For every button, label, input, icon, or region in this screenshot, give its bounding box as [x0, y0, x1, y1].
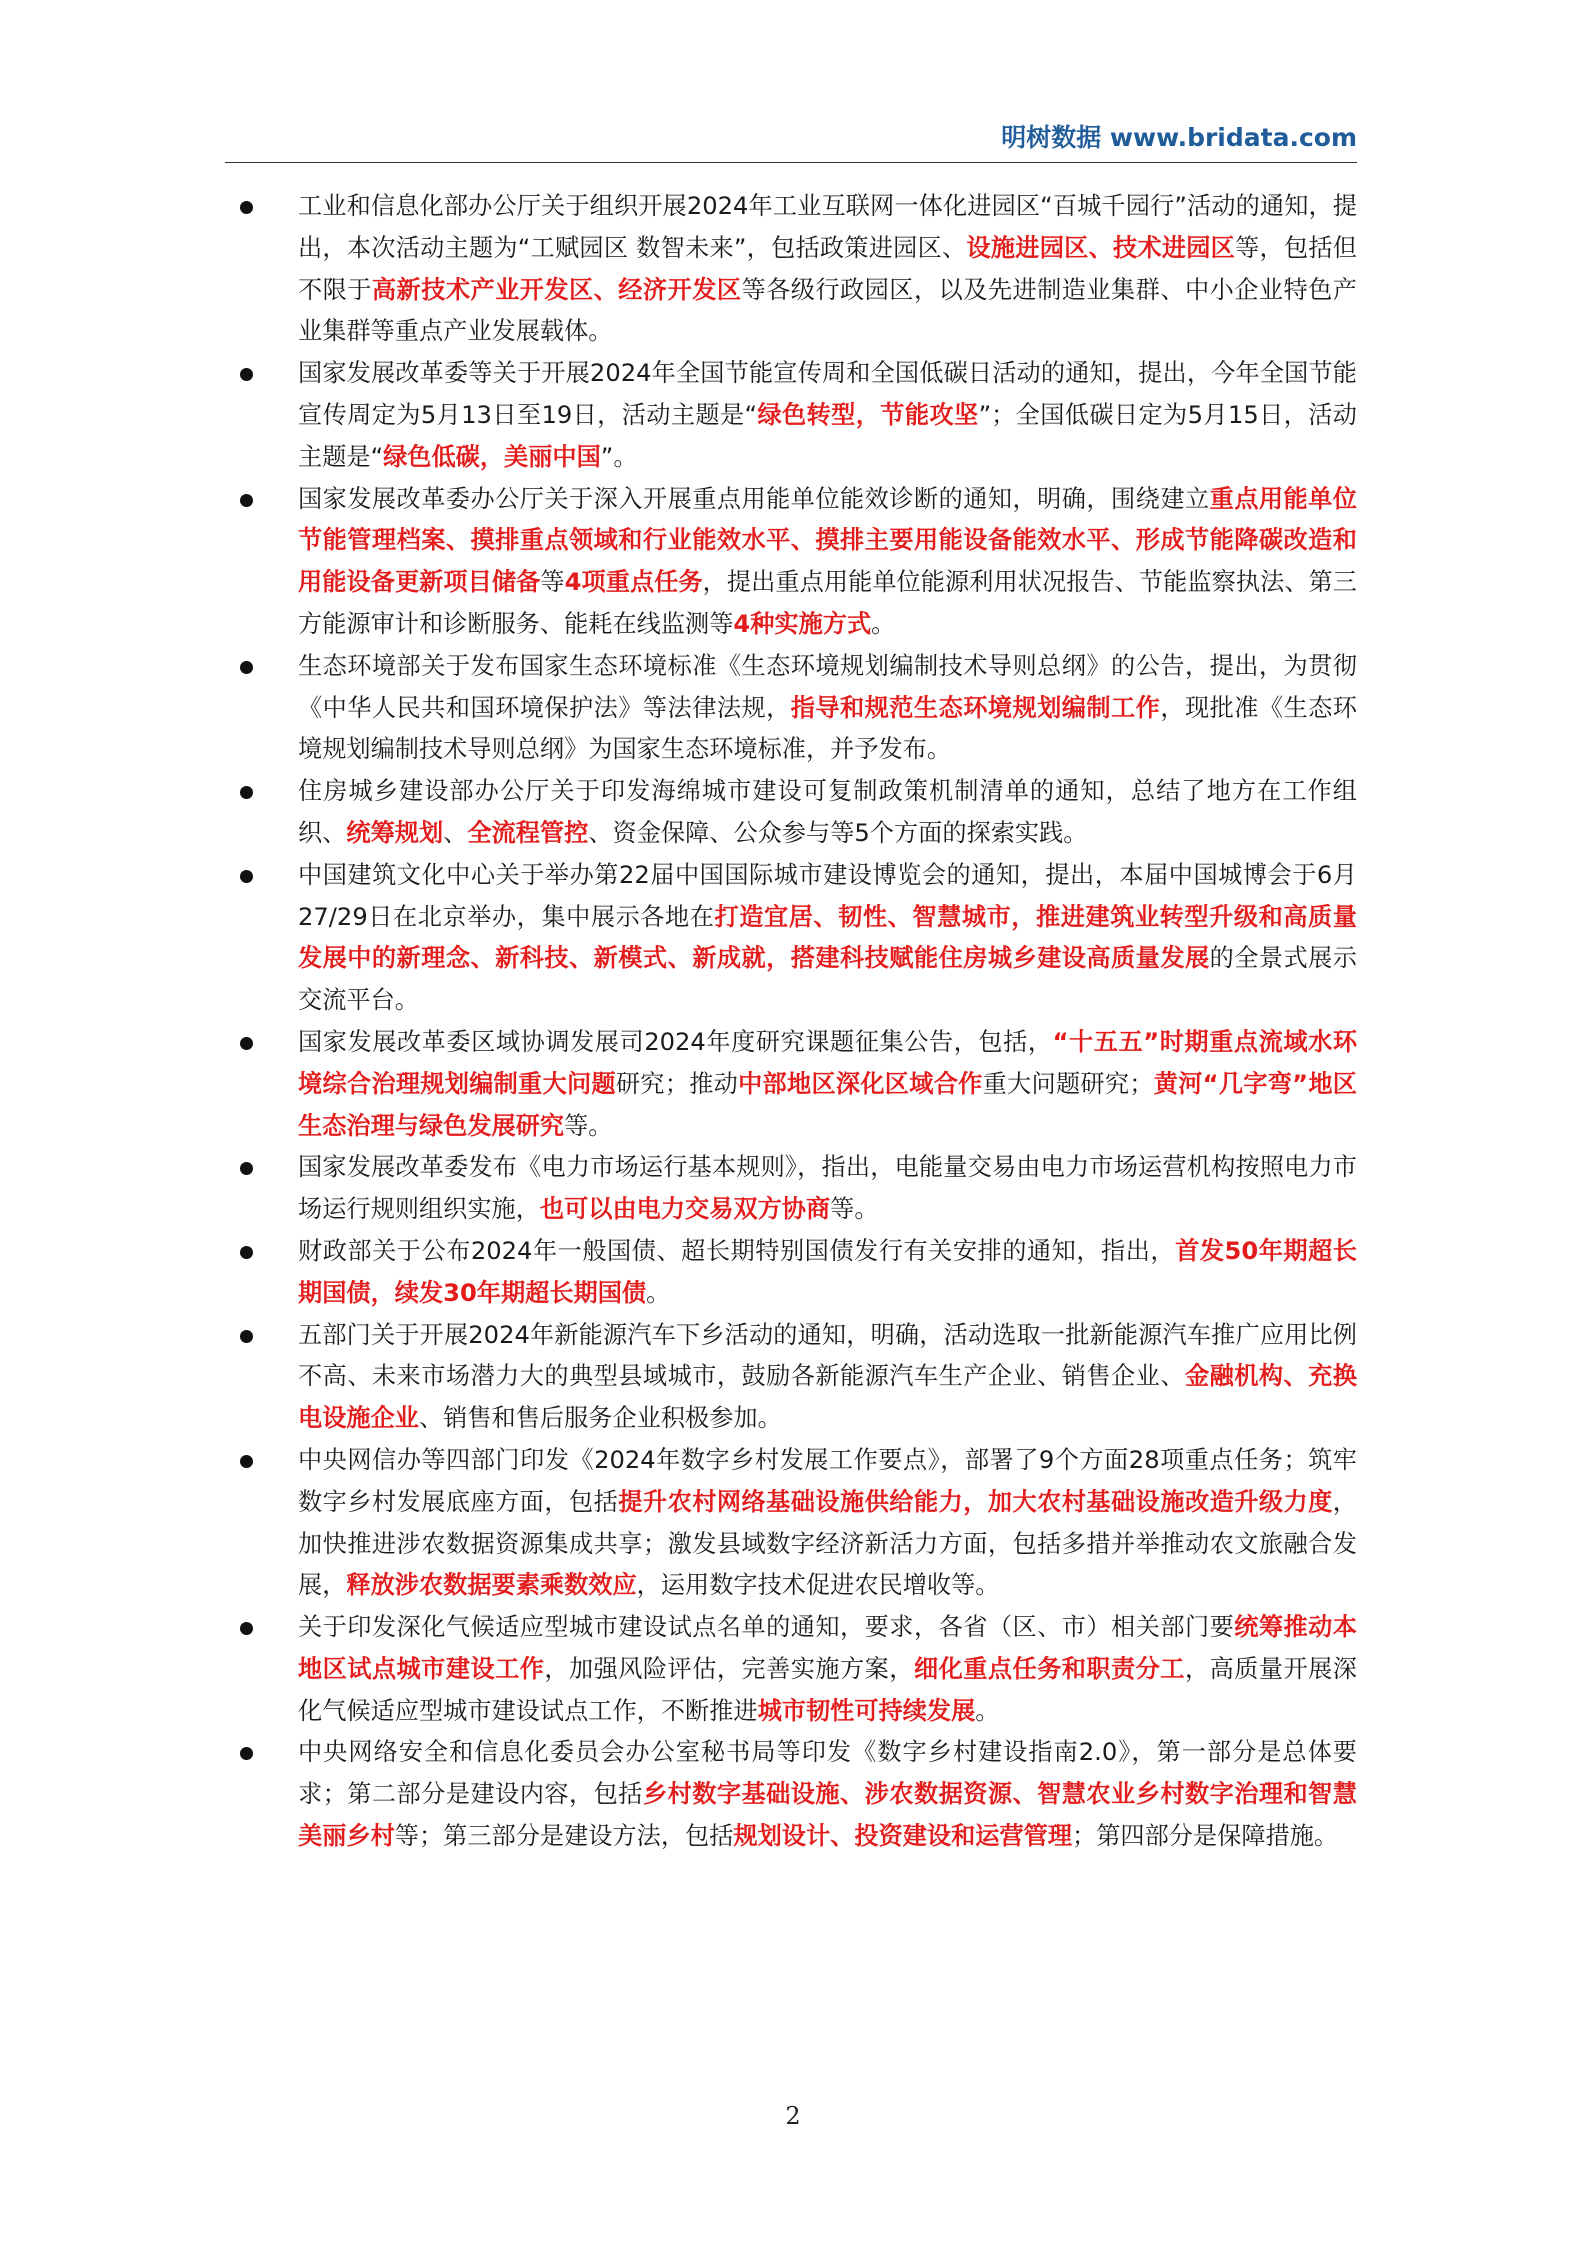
highlighted-text: 统筹规划 [346, 818, 444, 847]
highlighted-text: 首发50年期超长期国债，续发30年期超长期国债 [298, 1236, 1357, 1307]
bullet-icon [240, 1037, 253, 1050]
bullet-icon [240, 1747, 253, 1760]
item-text: 关于印发深化气候适应型城市建设试点名单的通知，要求，各省（区、市）相关部门要 [298, 1613, 1235, 1642]
item-text: 。 [646, 1278, 671, 1307]
item-text: 重大问题研究； [982, 1069, 1154, 1098]
list-item [225, 646, 1357, 771]
list-item [225, 1147, 1357, 1231]
highlighted-text: “十五五”时期重点流域水环境综合治理规划编制重大问题 [298, 1027, 1358, 1098]
highlighted-text: 细化重点任务和职责分工 [913, 1654, 1185, 1683]
bullet-icon [240, 1455, 253, 1468]
highlighted-text: 全流程管控 [467, 818, 589, 847]
item-text: ，加强风险评估，完善实施方案， [544, 1654, 914, 1683]
item-text: ”。 [600, 442, 638, 471]
header-divider [225, 162, 1357, 163]
highlighted-text: 设施进园区、技术进园区 [966, 233, 1236, 262]
highlighted-text: 重点用能单位节能管理档案、摸排重点领域和行业能效水平、摸排主要用能设备能效水平、形成节能降碳改造和用能设备更新项目储备 [298, 484, 1357, 597]
list-item [225, 1231, 1357, 1315]
highlighted-text: 乡村数字基础设施、涉农数据资源、智慧农业乡村数字治理和智慧美丽乡村 [298, 1780, 1357, 1851]
highlighted-text: 4种实施方式 [733, 609, 872, 638]
highlighted-text: 中部地区深化区域合作 [738, 1069, 983, 1098]
item-text: 国家发展改革委办公厅关于深入开展重点用能单位能效诊断的通知，明确，围绕建立 [298, 484, 1210, 513]
item-text: 住房城乡建设部办公厅关于印发海绵城市建设可复制政策机制清单的通知，总结了地方在工作组织、 [298, 777, 1357, 847]
item-text: 、资金保障、公众参与等5个方面的探索实践。 [588, 818, 1088, 847]
highlighted-text: 黄河“几字弯”地区生态治理与绿色发展研究 [298, 1069, 1357, 1140]
item-text: 五部门关于开展2024年新能源汽车下乡活动的通知，明确，活动选取一批新能源汽车推广应用比例不高、未来市场潜力大的典型县域城市，鼓励各新能源汽车生产企业、销售企业、 [298, 1320, 1357, 1391]
highlighted-text: 绿色转型，节能攻坚 [757, 400, 979, 429]
item-text: 国家发展改革委区域协调发展司2024年度研究课题征集公告，包括， [298, 1027, 1053, 1056]
item-text: 、销售和售后服务企业积极参加。 [418, 1404, 782, 1433]
list-item [225, 855, 1357, 1022]
bullet-icon [240, 1622, 253, 1635]
item-text: 中央网络安全和信息化委员会办公室秘书局等印发《数字乡村建设指南2.0》，第一部分是总体要求；第二部分是建设内容，包括 [298, 1738, 1357, 1809]
bullet-icon [240, 494, 253, 507]
item-text: ”；全国低碳日定为5月15日，活动主题是“ [298, 400, 1357, 471]
item-text: 工业和信息化部办公厅关于组织开展2024年工业互联网一体化进园区“百城千园行”活动的通知，提出，本次活动主题为“工赋园区 数智未来”，包括政策进园区、 [298, 192, 1357, 262]
bullet-icon [240, 368, 253, 381]
list-item [225, 353, 1357, 478]
bullet-icon [240, 661, 253, 674]
list-item [225, 1732, 1357, 1857]
list-item [225, 186, 1357, 353]
item-text: 。 [975, 1696, 1000, 1725]
bullet-icon [240, 1162, 253, 1175]
list-item [225, 1022, 1357, 1147]
page-number: 2 [785, 2102, 801, 2130]
item-text: 财政部关于公布2024年一般国债、超长期特别国债发行有关安排的通知，指出， [298, 1236, 1176, 1265]
item-text: 的全景式展示交流平台。 [298, 944, 1357, 1015]
bullet-icon [240, 201, 253, 214]
highlighted-text: 4项重点任务 [564, 568, 703, 597]
news-list [225, 186, 1357, 1858]
list-item [225, 1315, 1357, 1440]
list-item [225, 1440, 1357, 1607]
highlighted-text: 金融机构、充换电设施企业 [298, 1362, 1357, 1433]
list-item [225, 771, 1357, 855]
bullet-icon [240, 1330, 253, 1343]
bullet-icon [240, 1246, 253, 1259]
item-text: 国家发展改革委等关于开展2024年全国节能宣传周和全国低碳日活动的通知，提出，今年全国节能宣传周定为5月13日至19日，活动主题是“ [298, 359, 1357, 429]
item-text: 生态环境部关于发布国家生态环境标准《生态环境规划编制技术导则总纲》的公告，提出，为贯彻《中华人民共和国环境保护法》等法律法规， [298, 651, 1357, 722]
list-item [225, 1607, 1357, 1732]
highlighted-text: 高新技术产业开发区、经济开发区 [371, 275, 742, 304]
item-text: 等，包括但不限于 [298, 233, 1357, 304]
item-text: 等各级行政园区，以及先进制造业集群、中小企业特色产业集群等重点产业发展载体。 [298, 275, 1357, 346]
item-text: ；第四部分是保障措施。 [1072, 1822, 1339, 1851]
item-text: 等。 [564, 1111, 613, 1140]
item-text: 中国建筑文化中心关于举办第22届中国国际城市建设博览会的通知，提出，本届中国城博会于6月27/29日在北京举办，集中展示各地在 [298, 860, 1357, 931]
item-text: ，提出重点用能单位能源利用状况报告、节能监察执法、第三方能源审计和诊断服务、能耗在线监测等 [298, 568, 1357, 638]
brand-header: 明树数据 www.bridata.com [1001, 123, 1357, 152]
item-text: ，现批准《生态环境规划编制技术导则总纲》为国家生态环境标准，并予发布。 [298, 693, 1357, 764]
highlighted-text: 城市韧性可持续发展 [757, 1696, 976, 1725]
item-text: 中央网信办等四部门印发《2024年数字乡村发展工作要点》，部署了9个方面28项重点任务；筑牢数字乡村发展底座方面，包括 [298, 1445, 1357, 1516]
item-text: 国家发展改革委发布《电力市场运行基本规则》，指出，电能量交易由电力市场运营机构按照电力市场运行规则组织实施， [298, 1153, 1357, 1224]
item-text: 等；第三部分是建设方法，包括 [394, 1822, 734, 1851]
item-text: ，高质量开展深化气候适应型城市建设试点工作，不断推进 [298, 1654, 1357, 1725]
highlighted-text: 释放涉农数据要素乘数效应 [346, 1571, 637, 1600]
item-text: 、 [443, 818, 468, 847]
item-text: ，加快推进涉农数据资源集成共享；激发县域数字经济新活力方面，包括多措并举推动农文旅融合发展， [298, 1487, 1357, 1600]
highlighted-text: 提升农村网络基础设施供给能力，加大农村基础设施改造升级力度 [618, 1487, 1333, 1516]
item-text: 等 [540, 568, 565, 597]
item-text: ，运用数字技术促进农民增收等。 [636, 1571, 1000, 1600]
highlighted-text: 规划设计、投资建设和运营管理 [733, 1822, 1073, 1851]
highlighted-text: 绿色低碳，美丽中国 [383, 442, 601, 471]
bullet-icon [240, 786, 253, 799]
highlighted-text: 统筹推动本地区试点城市建设工作 [298, 1613, 1357, 1683]
item-text: 等。 [830, 1195, 879, 1224]
item-text: 。 [871, 609, 896, 638]
item-text: 研究；推动 [615, 1069, 739, 1098]
bullet-icon [240, 870, 253, 883]
highlighted-text: 打造宜居、韧性、智慧城市，推进建筑业转型升级和高质量发展中的新理念、新科技、新模式、新成就，搭建科技赋能住房城乡建设高质量发展 [298, 902, 1357, 973]
list-item [225, 479, 1357, 646]
highlighted-text: 指导和规范生态环境规划编制工作 [790, 693, 1161, 722]
highlighted-text: 也可以由电力交易双方协商 [539, 1195, 831, 1224]
